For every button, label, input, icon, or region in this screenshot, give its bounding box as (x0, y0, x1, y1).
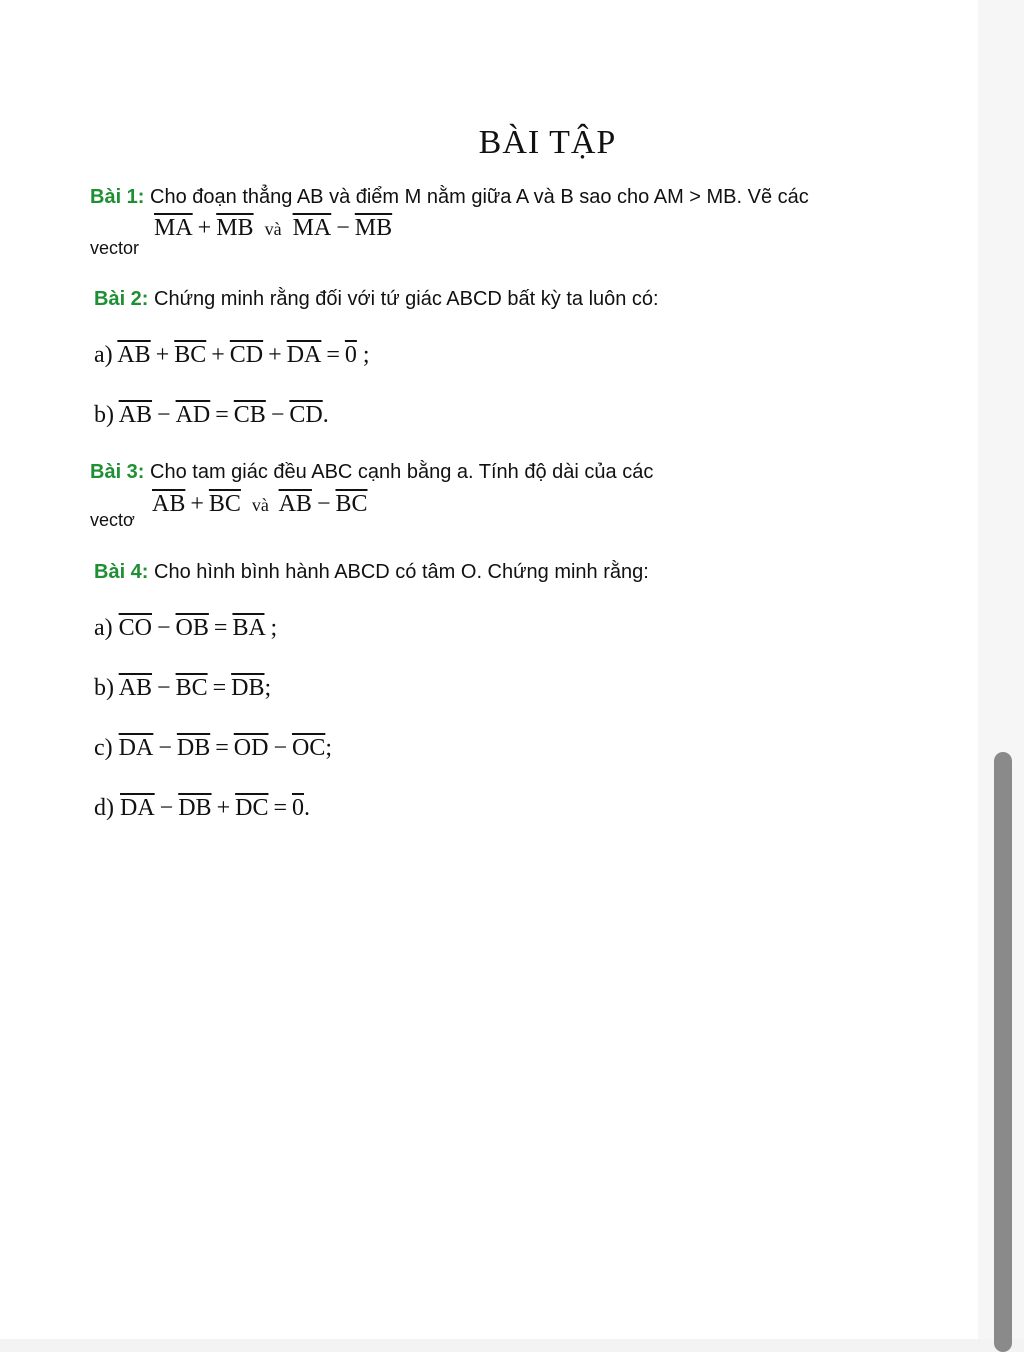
vector: $\overline{OD}$ (233, 735, 269, 761)
exercise-1-expression (154, 215, 392, 242)
vector: $\overline{CD}$ (289, 402, 323, 428)
item-end: ; (325, 735, 332, 761)
vector: $\overline{OC}$ (291, 735, 326, 761)
operator: + (197, 215, 212, 241)
exercise-2-label: Bài 2: (94, 288, 149, 310)
exercise-3-prefix: vectơ (90, 510, 135, 530)
zero-vector: 0 (292, 795, 304, 821)
joiner: và (251, 495, 269, 515)
item-letter: a) (94, 615, 113, 641)
exercise-2-text: Chứng minh rằng đối với tứ giác ABCD bất kỳ ta luôn có: (154, 288, 659, 310)
page-title: BÀI TẬP (478, 124, 617, 161)
operator: − (157, 615, 171, 641)
equals: = (215, 735, 229, 761)
operator: − (270, 402, 285, 428)
operator: + (216, 795, 231, 821)
equals: = (273, 795, 287, 821)
exercise-1-text: Cho đoạn thẳng AB và điểm M nằm giữa A và B sao cho AM > MB. Vẽ các (150, 186, 809, 208)
joiner: và (264, 219, 282, 239)
vector: $\overline{DB}$ (231, 675, 265, 701)
vector: $\overline{OB}$ (175, 615, 209, 641)
operator: − (273, 735, 287, 761)
exercise-2-item-b (94, 402, 329, 429)
operator: + (211, 342, 225, 368)
exercise-4-item-b (94, 675, 271, 702)
exercise-2-text-line (94, 288, 659, 311)
item-end: . (304, 795, 310, 821)
exercise-1-prefix: vector (90, 238, 140, 258)
item-end: ; (270, 615, 278, 641)
vector: $\overline{DA}$ (286, 342, 322, 368)
vector: $\overline{CB}$ (233, 402, 266, 428)
operator: − (336, 215, 350, 241)
vector: $\overline{DB}$ (176, 735, 211, 761)
exercise-3-label: Bài 3: (90, 461, 145, 483)
vector: $\overline{BC}$ (335, 491, 368, 517)
scrollbar-thumb[interactable] (994, 752, 1012, 1352)
item-letter: d) (94, 795, 114, 821)
exercise-1-label: Bài 1: (90, 186, 145, 208)
operator: − (157, 402, 171, 428)
vector: $\overline{MB}$ (216, 215, 254, 241)
exercise-4-text: Cho hình bình hành ABCD có tâm O. Chứng minh rằng: (154, 561, 649, 583)
exercise-4-item-a (94, 615, 277, 642)
exercise-3-text: Cho tam giác đều ABC cạnh bằng a. Tính độ dài của các (150, 461, 654, 483)
vector: $\overline{BA}$ (232, 615, 265, 641)
item-end: ; (362, 342, 370, 368)
vector: $\overline{DC}$ (235, 795, 269, 821)
vector: $\overline{BC}$ (208, 491, 241, 517)
operator: + (155, 342, 170, 368)
vector: $\overline{MB}$ (354, 215, 393, 241)
operator: − (159, 795, 174, 821)
operator: − (158, 735, 172, 761)
exercise-4-item-c (94, 735, 332, 762)
vector: $\overline{MA}$ (292, 215, 332, 241)
operator: + (268, 342, 282, 368)
exercise-4-text-line (94, 561, 649, 584)
item-letter: c) (94, 735, 113, 761)
vector: $\overline{DB}$ (178, 795, 212, 821)
operator: − (316, 491, 331, 517)
vector: $\overline{AB}$ (118, 675, 153, 701)
vector: $\overline{AB}$ (117, 342, 151, 368)
equals: = (213, 615, 228, 641)
equals: = (212, 675, 227, 701)
item-letter: a) (94, 342, 113, 368)
vector: $\overline{AB}$ (278, 491, 312, 517)
item-end: . (322, 402, 329, 428)
operator: − (157, 675, 171, 701)
vector: $\overline{MA}$ (154, 215, 193, 241)
vector: $\overline{BC}$ (174, 342, 207, 368)
vector: $\overline{CD}$ (229, 342, 264, 368)
exercise-4-item-d (94, 795, 310, 822)
vector: $\overline{BC}$ (175, 675, 208, 701)
exercise-4-label: Bài 4: (94, 561, 149, 583)
equals: = (215, 402, 229, 428)
exercise-1-text-line (90, 186, 809, 209)
exercise-3-expression (152, 491, 368, 518)
exercise-2-item-a (94, 342, 370, 369)
zero-vector: 0 (344, 342, 357, 368)
vector: $\overline{AB}$ (118, 402, 153, 428)
operator: + (190, 491, 204, 517)
vector: $\overline{CO}$ (118, 615, 152, 641)
item-letter: b) (94, 402, 114, 428)
item-end: ; (264, 675, 272, 701)
equals: = (326, 342, 340, 368)
item-letter: b) (94, 675, 114, 701)
vector: $\overline{AB}$ (152, 491, 186, 517)
vector: $\overline{DA}$ (118, 735, 154, 761)
exercise-3-text-line (90, 461, 653, 484)
vector: $\overline{AD}$ (175, 402, 211, 428)
vector: $\overline{DA}$ (120, 795, 155, 821)
